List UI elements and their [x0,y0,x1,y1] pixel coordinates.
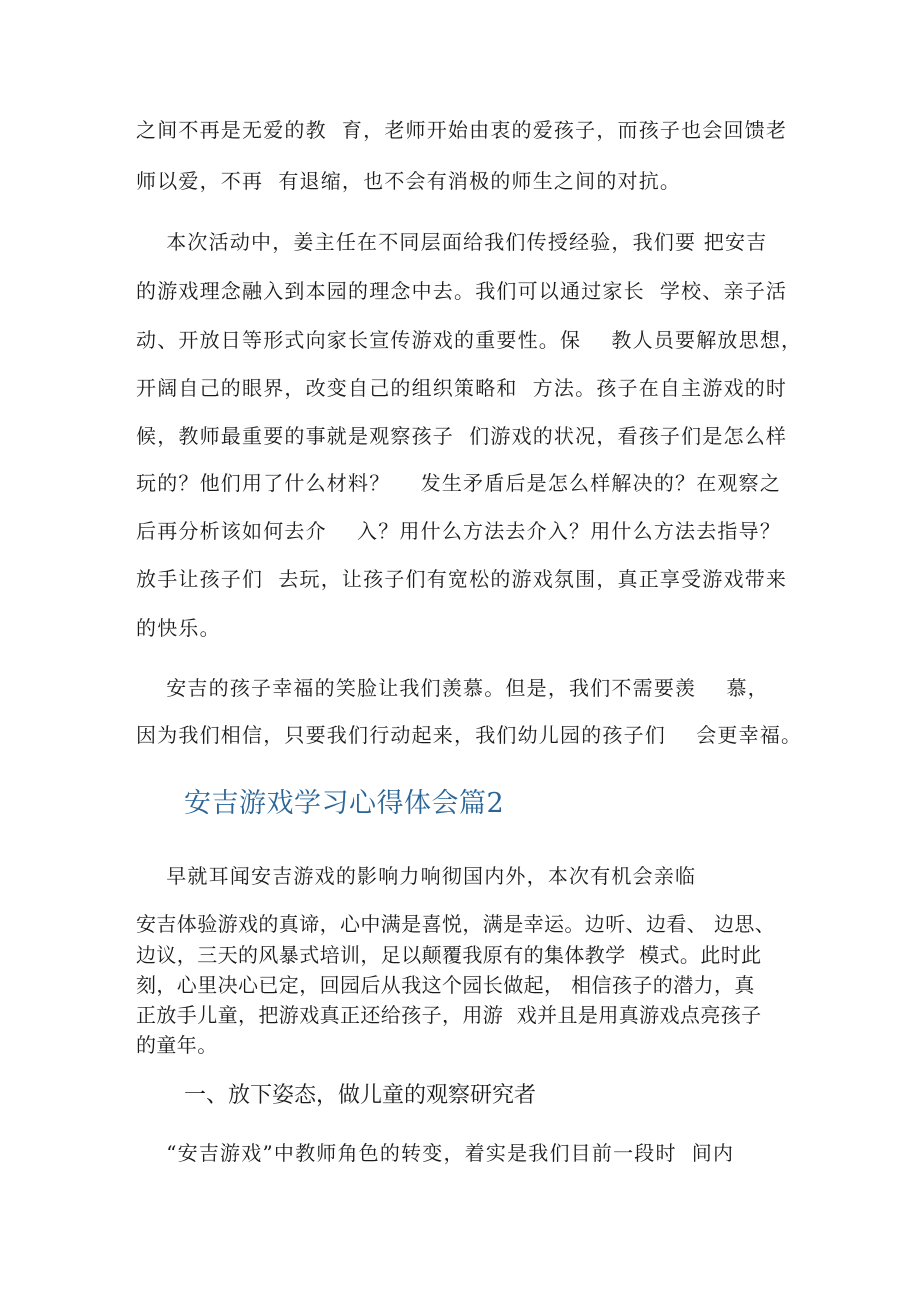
text-line: 边议，三天的风暴式培训，足以颠覆我原有的集体教学 模式。此时此 [136,943,762,967]
text-line: 早就耳闻安吉游戏的影响力响彻国内外，本次有机会亲临 [136,864,697,888]
text-line: 候，教师最重要的事就是观察孩子 们游戏的状况，看孩子们是怎么样 [136,424,788,448]
text-line: 安吉体验游戏的真谛，心中满是喜悦，满是幸运。边听、边看、 边思、 [136,912,776,936]
text-line: 开阔自己的眼界，改变自己的组织策略和 方法。孩子在自主游戏的时 [136,376,788,400]
text-line: 的童年。 [136,1033,218,1057]
text-line: 之间不再是无爱的教 育，老师开始由衷的爱孩子，而孩子也会回馈老 [136,118,788,142]
subheading: 一、放下姿态，做儿童的观察研究者 [184,1083,537,1108]
text-line: 因为我们相信，只要我们行动起来，我们幼儿园的孩子们 会更幸福。 [136,723,803,747]
text-line: 正放手儿童，把游戏真正还给孩子，用游 戏并且是用真游戏点亮孩子 [136,1003,762,1027]
text-line: 安吉的孩子幸福的笑脸让我们羡慕。但是，我们不需要羡 慕， [136,676,769,700]
text-line: 的游戏理念融入到本园的理念中去。我们可以通过家长 学校、亲子活 [136,279,788,303]
text-line: 的快乐。 [136,616,221,640]
text-line: 玩的？他们用了什么材料？ 发生矛盾后是怎么样解决的？在观察之 [136,471,782,495]
text-line: 后再分析该如何去介 入？用什么方法去介入？用什么方法去指导？ [136,519,782,543]
text-line: 刻，心里决心已定，回园后从我这个园长做起， 相信孩子的潜力，真 [136,973,755,997]
text-line: 动、开放日等形式向家长宣传游戏的重要性。保 教人员要解放思想， [136,328,803,352]
text-line: 师以爱，不再 有退缩，也不会有消极的师生之间的对抗。 [136,169,682,193]
text-line: “安吉游戏”中教师角色的转变，着实是我们目前一段时 间内 [136,1141,735,1165]
text-line: 放手让孩子们 去玩，让孩子们有宽松的游戏氛围，真正享受游戏带来 [136,567,788,591]
section-heading: 安吉游戏学习心得体会篇2 [184,788,505,819]
text-line: 本次活动中，姜主任在不同层面给我们传授经验，我们要 把安吉 [136,230,768,254]
